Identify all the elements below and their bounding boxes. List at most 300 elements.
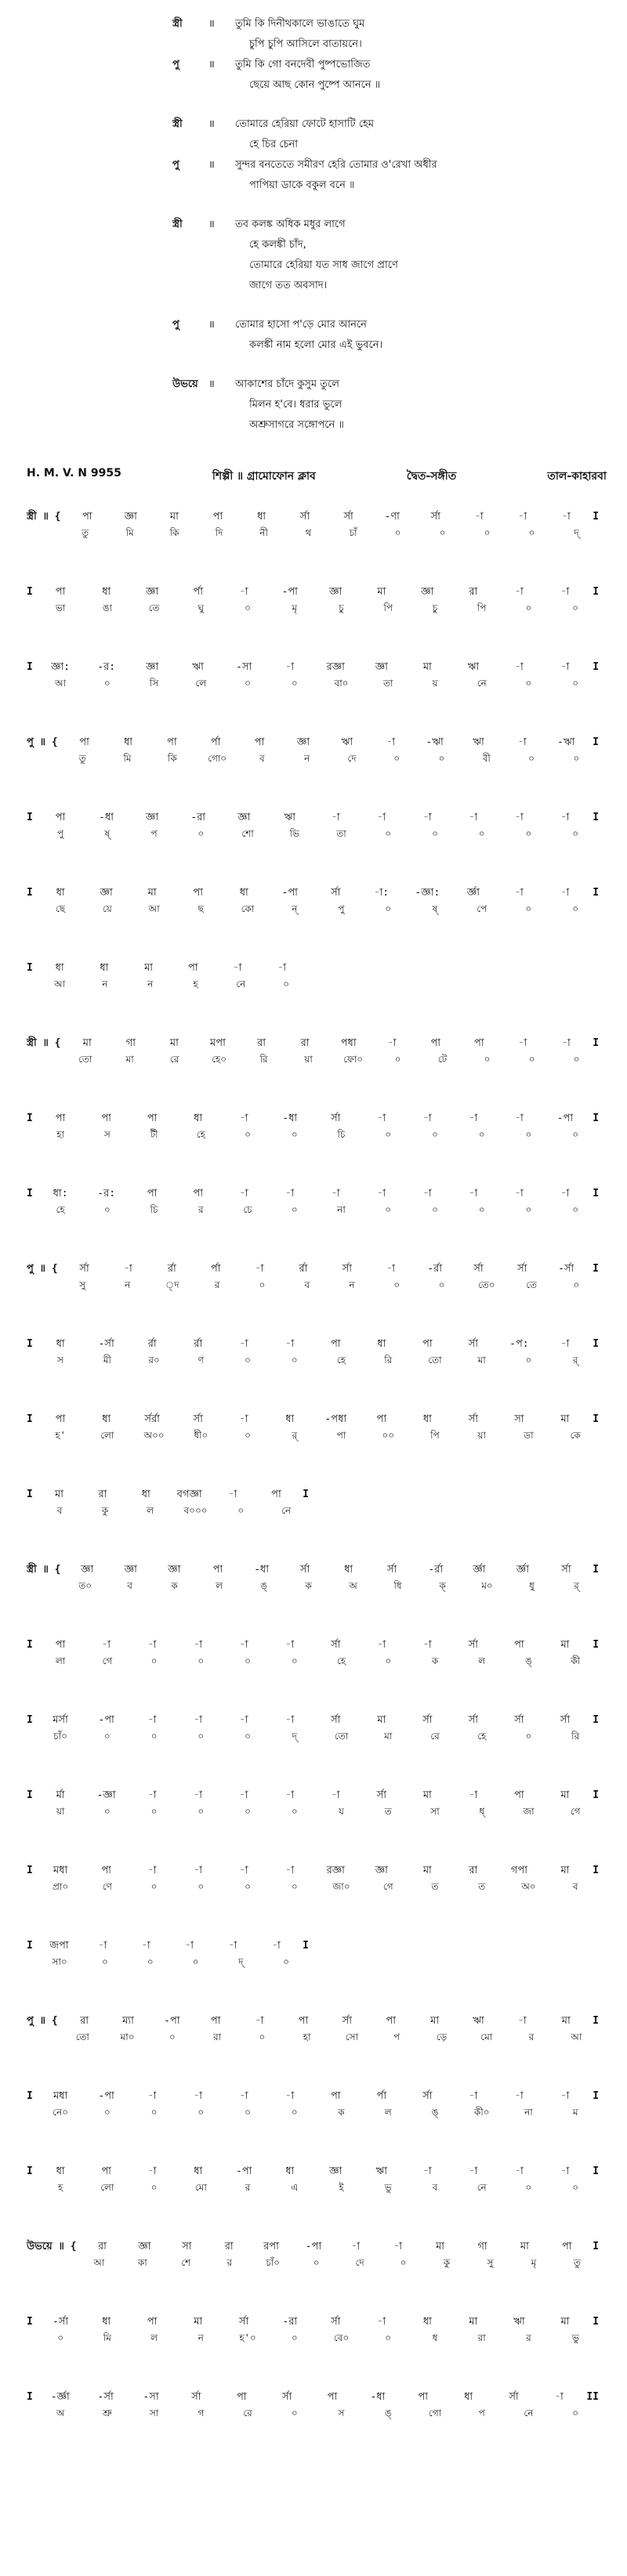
swara-note: -া (285, 1639, 295, 1651)
swara-note: পা (79, 736, 89, 748)
swara-note: পা (55, 1113, 66, 1124)
lyric-syllable: তো (75, 2031, 89, 2042)
lyric-syllable: য়া (477, 1430, 486, 1441)
notation-row (27, 1261, 599, 1337)
lyric-syllable: ব (304, 1279, 310, 1290)
lyric-syllable: ত (431, 1881, 439, 1892)
lyric-syllable: ০ (572, 678, 579, 689)
lyric-syllable: গে (102, 1655, 113, 1666)
swara-note: পা (55, 1413, 66, 1425)
swara-note: ম্যা (122, 2015, 134, 2027)
swara-note: জ্ঞা (296, 736, 310, 748)
notation-block (27, 509, 599, 2465)
swara-note: -র্জ্ঞা (50, 2391, 70, 2403)
lyric-syllable: হে (196, 1129, 205, 1140)
swara-note: -া (285, 661, 295, 673)
swara-note: -ধা (282, 1113, 298, 1124)
lyric-syllable: প (150, 828, 158, 839)
swara-note: মা (169, 1037, 179, 1049)
lyric-syllable: ০ (525, 903, 532, 914)
swara-note: -পা (556, 1113, 574, 1124)
swara-note: পা (422, 1338, 433, 1350)
lyric-syllable: মি (123, 753, 132, 764)
swara-note: ধা (422, 2316, 432, 2328)
swara-note: ধা (141, 1489, 150, 1500)
swara-note: -া (239, 1113, 248, 1124)
row-lead-mark: পু ॥ { (27, 736, 58, 748)
lyric-syllable: ০ (393, 753, 400, 764)
lyric-syllable: ঘু (198, 602, 205, 613)
syllable-line (27, 1578, 599, 1594)
swara-note: -র্রা (428, 1564, 444, 1576)
swara-note: -ঋা (426, 736, 444, 748)
notation-row (27, 2089, 599, 2164)
swara-note: রা (469, 1865, 478, 1876)
swara-note: র্সা (342, 2015, 353, 2027)
lyric-syllable: ০০ (382, 1430, 395, 1441)
swara-note: -পা (98, 1714, 114, 1726)
lyric-syllable: ০ (103, 1806, 111, 1817)
swara-note: ধা (123, 736, 133, 748)
lyric-syllable: র (214, 1279, 220, 1290)
lyric-syllable: ০ (150, 2182, 158, 2193)
swara-note: -া (194, 2090, 203, 2102)
lyric-syllable: ০ (245, 1806, 251, 1817)
lyric-syllable: ০ (478, 1204, 485, 1215)
lyric-text: তুমি কি দিনীথকালে ভাঙাতে ঘুম (235, 18, 365, 30)
lyric-syllable: ০ (484, 527, 491, 538)
swara-note: পা (236, 2391, 247, 2403)
notation-row (27, 1337, 599, 1412)
lyric-line (172, 114, 580, 135)
swara-note: ধা (56, 2165, 65, 2177)
lyric-syllable: এ (291, 2182, 299, 2193)
swara-note: মা (469, 2316, 478, 2328)
lyric-syllable: ন (304, 753, 310, 764)
lyric-syllable: স (338, 2408, 345, 2419)
swara-line (27, 2013, 599, 2029)
swara-line (27, 1637, 599, 1653)
syllable-line (27, 1954, 309, 1970)
swara-note: পা (101, 1113, 111, 1124)
lyric-line (172, 395, 580, 415)
swara-note: -া (560, 1338, 570, 1350)
swara-note: মা (144, 962, 154, 974)
swara-note: রা (98, 1489, 107, 1500)
swara-note: -া (515, 661, 524, 673)
swara-note: -া (560, 2165, 570, 2177)
swara-note: পা (430, 1037, 441, 1049)
line-separator: ॥ (208, 18, 215, 30)
lyric-syllable: হে (336, 1355, 346, 1366)
lyric-syllable: মো (480, 2031, 493, 2042)
lyric-syllable: আ (55, 678, 67, 689)
lyric-syllable: চে (243, 1204, 252, 1215)
speaker-label: পু (172, 159, 179, 171)
lyric-syllable: ০ (245, 1655, 251, 1666)
swara-note: -া (560, 887, 570, 899)
swara-note: মা (147, 887, 157, 899)
lyric-syllable: ধ্ (479, 1806, 485, 1817)
swara-note: রজ্ঞা (326, 661, 345, 673)
lyric-syllable: ম (572, 2107, 578, 2118)
lyric-syllable: দে (347, 753, 357, 764)
lyric-syllable: অ০০ (143, 1430, 165, 1441)
lyric-syllable: পু (338, 903, 345, 914)
row-end-mark: I (593, 1564, 600, 1576)
row-end-mark: I (593, 1113, 600, 1124)
lyric-syllable: বা০ (334, 678, 349, 689)
lyric-syllable: ০ (291, 1355, 298, 1366)
syllable-line (27, 1051, 599, 1067)
swara-note: র্সা (239, 2316, 249, 2328)
syllable-line (27, 1728, 599, 1744)
syllable-line (27, 675, 599, 691)
lyric-syllable: কি (167, 753, 177, 764)
notation-row (27, 1637, 599, 1713)
lyrics-block (172, 14, 580, 454)
syllable-line (27, 2104, 599, 2120)
lyric-line (172, 415, 580, 436)
lyric-text: মিলন হ'বে। ধরার ভুলে (249, 399, 342, 411)
swara-note: -া (239, 2090, 248, 2102)
swara-note: পা (386, 2015, 397, 2027)
swara-note: ধা (194, 2165, 203, 2177)
lyric-syllable: ০ (103, 2107, 111, 2118)
swara-line (27, 1412, 599, 1427)
lyric-syllable: ০ (150, 1731, 158, 1742)
line-separator: ॥ (208, 118, 215, 130)
lyric-text: হে কলঙ্কী চাঁদ, (249, 239, 306, 251)
swara-note: র্রা (299, 1263, 308, 1275)
lyric-text: ছেয়ে আছ কোন পুষ্পে আননে ॥ (249, 79, 381, 91)
lyric-syllable: ০ (291, 1204, 298, 1215)
swara-line (27, 1186, 599, 1202)
swara-note: -া (560, 812, 570, 823)
swara-note: -া (518, 736, 527, 748)
lyric-syllable: সা (149, 2408, 159, 2419)
lyric-syllable: চাঁ০ (53, 1731, 67, 1742)
lyric-syllable: হা (56, 1129, 64, 1140)
swara-note: -া (560, 2090, 570, 2102)
lyric-syllable: ০ (291, 1806, 298, 1817)
swara-note: -সা (143, 2391, 159, 2403)
syllable-line (27, 976, 309, 992)
swara-note: -া (469, 1188, 478, 1199)
swara-note: র্সা (299, 511, 310, 523)
lyric-line (172, 155, 580, 175)
swara-note: ঋা (473, 2015, 484, 2027)
swara-note: -া (331, 812, 340, 823)
lyric-syllable: ০ (525, 1129, 532, 1140)
lyric-syllable: ০ (385, 1129, 392, 1140)
swara-note: পধা (340, 1037, 357, 1049)
lyric-syllable: ০ (245, 1430, 251, 1441)
swara-note: -া (285, 1338, 295, 1350)
lyric-syllable: ব (259, 753, 265, 764)
lyric-syllable: ০ (572, 602, 579, 613)
lyric-syllable: তো (78, 1054, 92, 1065)
swara-note: -া (386, 736, 396, 748)
swara-note: র্রা (167, 1263, 176, 1275)
lyric-syllable: ০ (432, 1204, 438, 1215)
lyric-syllable: ০ (385, 1655, 392, 1666)
row-end-mark (304, 961, 309, 976)
lyric-text: জাগে তত অবসাদ। (249, 280, 328, 291)
lyric-syllable: ষ্ (104, 828, 111, 839)
swara-note: পা (327, 2391, 338, 2403)
lyric-syllable: ণে (102, 1881, 112, 1892)
lyric-syllable: ০ (283, 1956, 290, 1967)
swara-note: পা (55, 812, 66, 823)
lyric-syllable: মৃ (292, 602, 298, 613)
swara-note: ঋা (375, 2165, 388, 2177)
swara-note: -া (377, 812, 386, 823)
swara-note: র্সা (376, 1789, 386, 1801)
swara-note: -জ্ঞা: (415, 887, 440, 899)
lyric-syllable: ল (216, 1580, 223, 1591)
lyric-syllable: ০ (572, 828, 579, 839)
lyric-syllable: ল (384, 2107, 392, 2118)
swara-note: ধা (55, 962, 64, 974)
lyric-syllable: ০ (147, 1956, 154, 1967)
swara-note: -র: (97, 1188, 116, 1199)
lyric-line (172, 315, 580, 335)
lyric-syllable: কী (571, 1655, 581, 1666)
lyric-syllable: কী০ (473, 2107, 490, 2118)
swara-line (27, 1487, 309, 1503)
lyric-syllable: র০ (148, 1355, 160, 1366)
swara-note: -সা (236, 661, 252, 673)
swara-note: -র্সা (558, 1263, 574, 1275)
notation-row (27, 885, 599, 961)
swara-note: -া (422, 812, 432, 823)
row-end-mark: I (593, 1639, 600, 1651)
row-end-mark: I (303, 1489, 309, 1500)
lyric-syllable: ০ (291, 1881, 298, 1892)
syllable-line (27, 1277, 599, 1293)
speaker-label: উভয়ে (172, 378, 198, 390)
lyric-syllable: ০ (57, 2332, 63, 2343)
line-separator: ॥ (208, 319, 215, 331)
swara-note: জ্ঞা (168, 1564, 181, 1576)
swara-note: -া (194, 1639, 203, 1651)
row-end-mark: I (593, 586, 600, 598)
swara-note: জ্ঞা (138, 2241, 151, 2252)
notation-row (27, 1562, 599, 1637)
swara-note: -া (228, 1940, 237, 1952)
row-end-mark: I (593, 1188, 600, 1199)
swara-note: -া (422, 1113, 432, 1124)
lyric-syllable: ০ (439, 527, 446, 538)
swara-note: পা (147, 1188, 158, 1199)
swara-note: জ্ঞা (146, 661, 159, 673)
swara-note: জ্ঞা (124, 511, 137, 523)
syllable-line (27, 525, 599, 541)
row-end-mark: I (593, 1338, 600, 1350)
swara-note: ঋা (192, 661, 204, 673)
swara-note: র্সা (191, 2391, 201, 2403)
swara-line (27, 2314, 599, 2330)
lyric-syllable: ঙ্ (431, 2107, 439, 2118)
lyric-syllable: ০ (291, 2332, 298, 2343)
swara-note: পা (254, 736, 265, 748)
swara-note: -া (331, 1789, 340, 1801)
lyric-stanza (172, 215, 580, 296)
swara-note: র্সা (468, 1639, 479, 1651)
swara-note: মা (430, 2015, 440, 2027)
lyric-syllable: ০ (385, 2332, 392, 2343)
lyric-syllable: দ্ (574, 527, 579, 538)
swara-note: মা (560, 2316, 570, 2328)
record-header (27, 467, 607, 486)
lyric-syllable: ড়ে (436, 2031, 448, 2042)
lyric-syllable: কু (101, 1505, 109, 1516)
lyric-syllable: ঙ্ (384, 2408, 392, 2419)
lyric-syllable: ধী০ (194, 1430, 208, 1441)
swara-note: র্জ্ঞা (473, 1564, 486, 1576)
syllable-line (27, 1202, 599, 1217)
lyric-syllable: সা০ (52, 1956, 67, 1967)
lyric-line (172, 14, 580, 34)
notation-row (27, 1036, 599, 1111)
lyric-syllable: মী (103, 1355, 111, 1366)
lyric-text: সুন্দর বনতেতে সমীরণ হেরি তোমার ও'রেখা অধীর (235, 159, 437, 171)
lyric-syllable: কি (169, 527, 179, 538)
lyric-syllable: ক্ (439, 1580, 446, 1591)
lyric-syllable: ০ (291, 678, 298, 689)
swara-line (27, 885, 599, 901)
row-end-mark: I (593, 2316, 600, 2328)
swara-note: সা (182, 2241, 192, 2252)
lyric-syllable: নে (236, 979, 246, 990)
swara-note: -া (285, 1188, 295, 1199)
swara-note: -পা (236, 2165, 252, 2177)
swara-note: পা (147, 2316, 158, 2328)
swara-note: ধা (56, 1338, 65, 1350)
lyric-syllable: তে০ (477, 1279, 495, 1290)
swara-note: ধা (285, 1413, 295, 1425)
lyric-syllable: ০ (150, 2107, 158, 2118)
lyric-syllable: আ (93, 2257, 105, 2268)
swara-note: -া (185, 1940, 194, 1952)
swara-note: জ্ঞা: (51, 661, 71, 673)
swara-note: -া (474, 511, 484, 523)
row-lead-mark: I (27, 1865, 33, 1876)
notation-row (27, 2164, 599, 2239)
swara-note: -ধা (254, 1564, 269, 1576)
swara-note: -র্রা (427, 1263, 442, 1275)
notation-row (27, 1938, 599, 2013)
lyric-syllable: বী (482, 753, 491, 764)
swara-note: ঋা (284, 812, 296, 823)
lyric-stanza (172, 14, 580, 96)
lyric-syllable: ০ (385, 1204, 392, 1215)
swara-note: -া (239, 1789, 248, 1801)
swara-line (27, 961, 309, 976)
lyric-syllable: ন (198, 2332, 204, 2343)
lyric-syllable: তু (82, 527, 89, 538)
swara-note: -া (194, 1865, 203, 1876)
lyric-syllable: পু (57, 828, 64, 839)
lyric-syllable: মা (125, 1054, 134, 1065)
swara-note: -প: (509, 1338, 529, 1350)
lyric-syllable: ০ (528, 753, 535, 764)
lyric-syllable: ত০ (78, 1580, 92, 1591)
lyric-text: অশ্রুসাগরে সঙ্গোপনে ॥ (249, 419, 344, 431)
row-end-mark: II (586, 2391, 599, 2403)
syllable-line (27, 1653, 599, 1669)
swara-note: -পধা (324, 1413, 347, 1425)
swara-note: রা (257, 1037, 266, 1049)
row-end-mark: I (593, 2015, 599, 2027)
speaker-label: স্ত্রী (172, 118, 183, 130)
swara-note: পা (187, 962, 198, 974)
row-lead-mark: I (27, 1188, 33, 1199)
lyric-syllable: ন (147, 979, 154, 990)
swara-note: -া (515, 887, 524, 899)
lyric-syllable: ম০ (481, 1580, 493, 1591)
syllable-line (27, 1127, 599, 1142)
swara-note: ঋা (341, 736, 353, 748)
swara-note: ধা (56, 887, 65, 899)
row-lead-mark: I (27, 962, 33, 974)
swara-note: মা (55, 1489, 64, 1500)
swara-line (27, 1938, 309, 1954)
lyric-syllable: ০ (198, 1881, 205, 1892)
row-end-mark: I (593, 511, 600, 523)
swara-note: জ্ঞা (100, 887, 113, 899)
lyric-syllable: ধু (529, 1580, 535, 1591)
swara-note: -া (422, 1639, 432, 1651)
swara-note: মা (560, 1413, 570, 1425)
lyric-syllable: ০ (198, 2107, 205, 2118)
lyric-text: তুমি কি গো বনদেবী পুষ্পভোজিত (235, 59, 371, 71)
lyric-syllable: ০ (259, 1279, 266, 1290)
row-lead-mark: I (27, 1413, 33, 1425)
lyric-line (172, 34, 580, 55)
lyric-stanza (172, 315, 580, 356)
swara-note: ঋা (467, 661, 480, 673)
swara-note: -া (351, 2241, 361, 2252)
swara-note: -া (518, 2015, 527, 2027)
lyric-syllable: ০ (525, 1204, 532, 1215)
swara-note: -জ্ঞা (96, 1789, 116, 1801)
swara-line (27, 1863, 599, 1879)
lyric-syllable: ০ (291, 2107, 298, 2118)
swara-note: মা (169, 511, 179, 523)
lyric-text: তোমার হাসো প'ড়ে মোর আননে (235, 319, 367, 331)
swara-note: -া: (374, 887, 390, 899)
lyric-syllable: ক (305, 1580, 312, 1591)
lyric-syllable: র (526, 2332, 531, 2343)
swara-note: জ্ঞা (329, 2165, 342, 2177)
swara-note: জ্ঞা (421, 586, 434, 598)
swara-note: গা (125, 1037, 136, 1049)
swara-note: -রা (282, 2316, 298, 2328)
row-lead-mark: স্ত্রী ॥ { (27, 1037, 61, 1049)
lyric-syllable: ০ (572, 1129, 579, 1140)
swara-note: সা (514, 1413, 524, 1425)
swara-note: পা (101, 1865, 111, 1876)
swara-note: পা (193, 887, 203, 899)
swara-note: -া (239, 1639, 248, 1651)
lyric-text: তোমারে হেরিয়া ফোটে হাসাটি হেম (235, 118, 375, 130)
swara-note: গপা (510, 1865, 527, 1876)
lyric-syllable: ্দ (165, 1279, 179, 1290)
row-end-mark: I (593, 661, 600, 673)
swara-note: -া (194, 1789, 203, 1801)
